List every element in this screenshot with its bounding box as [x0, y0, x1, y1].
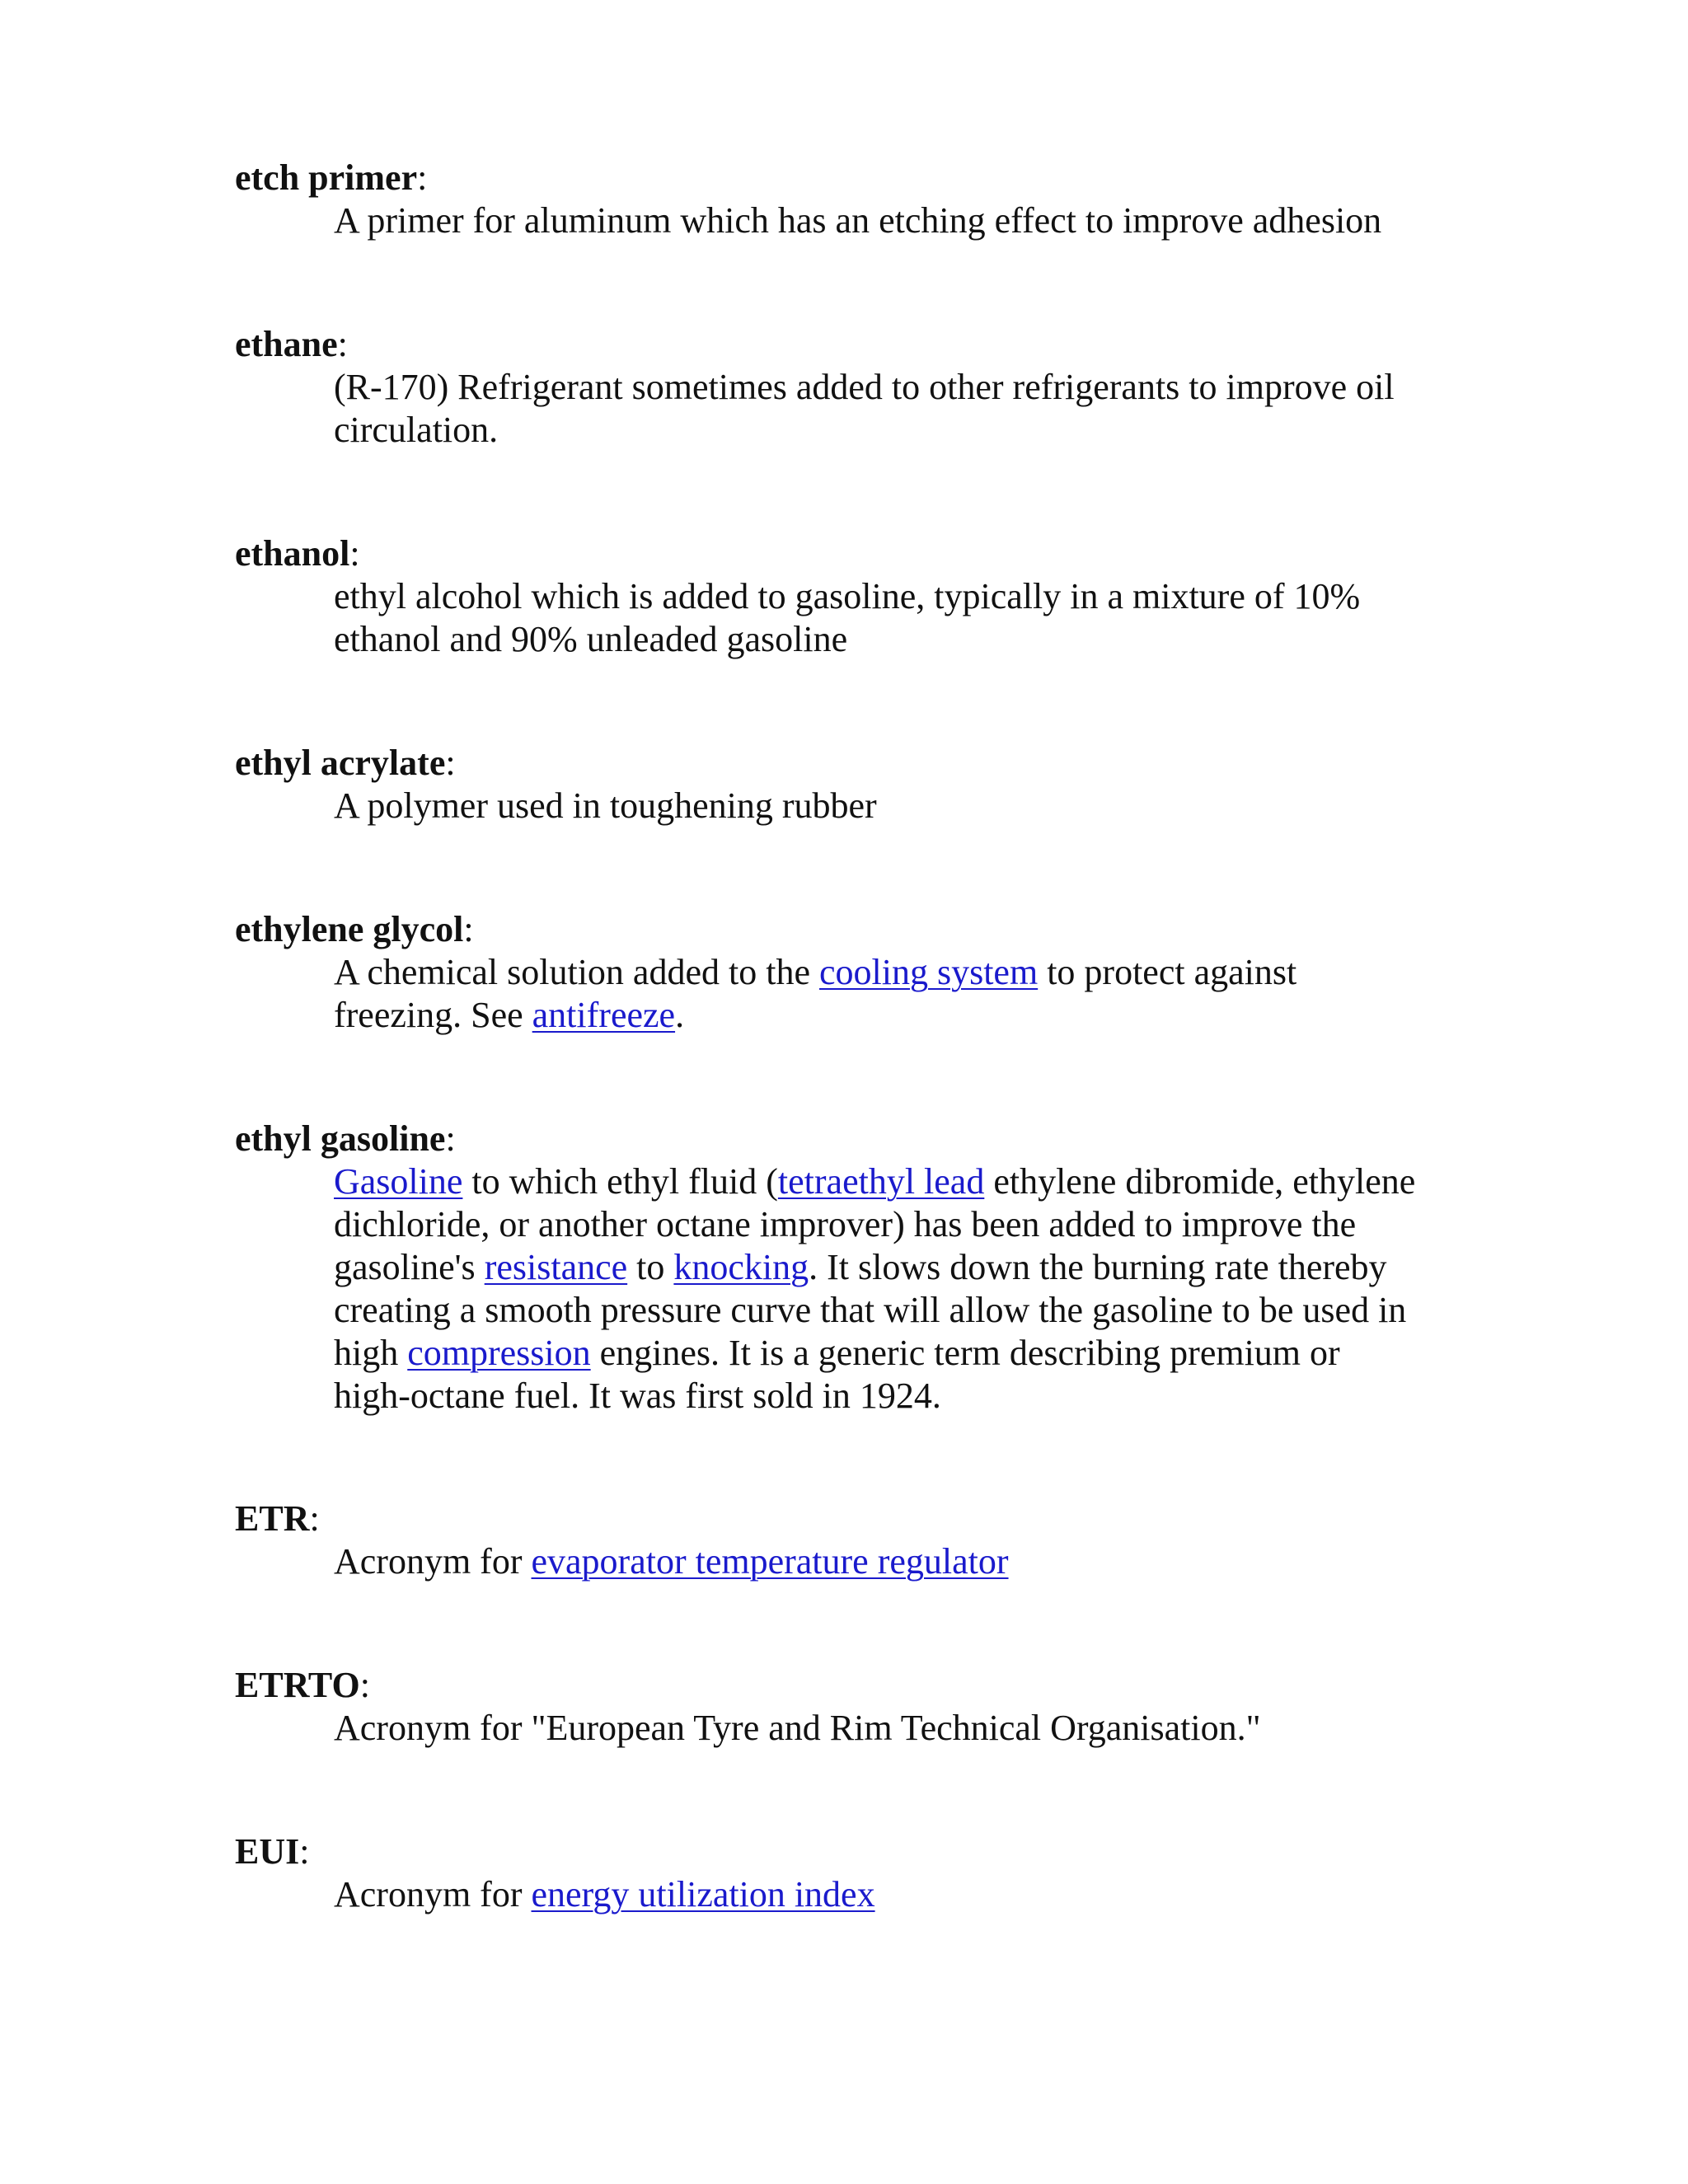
glossary-definition [334, 199, 1471, 242]
term-label: ETR [235, 1498, 310, 1539]
glossary-term: EUI: [235, 1831, 310, 1872]
definition-line: circulation. [334, 410, 499, 450]
glossary-term: ethyl acrylate: [235, 743, 456, 783]
definition-line: dichloride, or another octane improver) has been added to improve the [334, 1204, 1357, 1244]
glossary-link[interactable]: resistance [484, 1247, 628, 1287]
glossary-link[interactable]: evaporator temperature regulator [531, 1541, 1009, 1582]
definition-line: high compression engines. It is a generic term describing premium or [334, 1333, 1340, 1373]
glossary-link[interactable]: knocking [673, 1247, 809, 1287]
glossary-term: ethanol: [235, 533, 360, 574]
glossary-term: etch primer: [235, 157, 428, 198]
glossary-definition [334, 1707, 1471, 1750]
glossary-link[interactable]: tetraethyl lead [777, 1161, 985, 1202]
term-label: ethylene glycol [235, 909, 464, 949]
glossary-definition [334, 1873, 1471, 1916]
definition-line: Gasoline to which ethyl fluid (tetraethyl lead ethylene dibromide, ethylene [334, 1161, 1416, 1202]
glossary-definition [334, 1540, 1471, 1583]
definition-line: ethyl alcohol which is added to gasoline, typically in a mixture of 10% [334, 576, 1361, 616]
glossary-term: ethylene glycol: [235, 909, 474, 949]
definition-line: freezing. See antifreeze. [334, 995, 685, 1035]
glossary-definition [334, 575, 1471, 661]
term-label: ethanol [235, 533, 350, 574]
definition-line: Acronym for "European Tyre and Rim Technical Organisation." [334, 1708, 1261, 1748]
definition-line: creating a smooth pressure curve that will allow the gasoline to be used in [334, 1290, 1407, 1330]
glossary-definition [334, 785, 1471, 827]
glossary-link[interactable]: energy utilization index [531, 1874, 875, 1915]
definition-line: gasoline's resistance to knocking. It slows down the burning rate thereby [334, 1247, 1387, 1287]
term-label: ethyl acrylate [235, 743, 446, 783]
glossary-definition [334, 366, 1471, 452]
definition-line: Acronym for evaporator temperature regulator [334, 1541, 1009, 1582]
glossary-term: ETRTO: [235, 1665, 370, 1705]
definition-line: ethanol and 90% unleaded gasoline [334, 619, 848, 659]
definition-line: (R-170) Refrigerant sometimes added to other refrigerants to improve oil [334, 367, 1395, 407]
glossary-definition [334, 951, 1471, 1037]
glossary-term: ETR: [235, 1498, 320, 1539]
glossary-link[interactable]: antifreeze [532, 995, 676, 1035]
glossary-link[interactable]: Gasoline [334, 1161, 463, 1202]
definition-line: A polymer used in toughening rubber [334, 785, 877, 826]
term-label: EUI [235, 1831, 300, 1872]
glossary-definition [334, 1160, 1471, 1418]
glossary-link[interactable]: compression [407, 1333, 591, 1373]
term-label: ethyl gasoline [235, 1118, 446, 1159]
glossary-term: ethane: [235, 324, 348, 364]
term-label: ethane [235, 324, 338, 364]
glossary-link[interactable]: cooling system [818, 952, 1039, 992]
definition-line: A primer for aluminum which has an etching effect to improve adhesion [334, 200, 1382, 241]
term-label: etch primer [235, 157, 418, 198]
definition-line: Acronym for energy utilization index [334, 1874, 875, 1915]
term-label: ETRTO [235, 1665, 360, 1705]
glossary-term: ethyl gasoline: [235, 1118, 456, 1159]
definition-line: A chemical solution added to the cooling system to protect against [334, 952, 1297, 992]
definition-line: high-octane fuel. It was first sold in 1924. [334, 1376, 941, 1416]
